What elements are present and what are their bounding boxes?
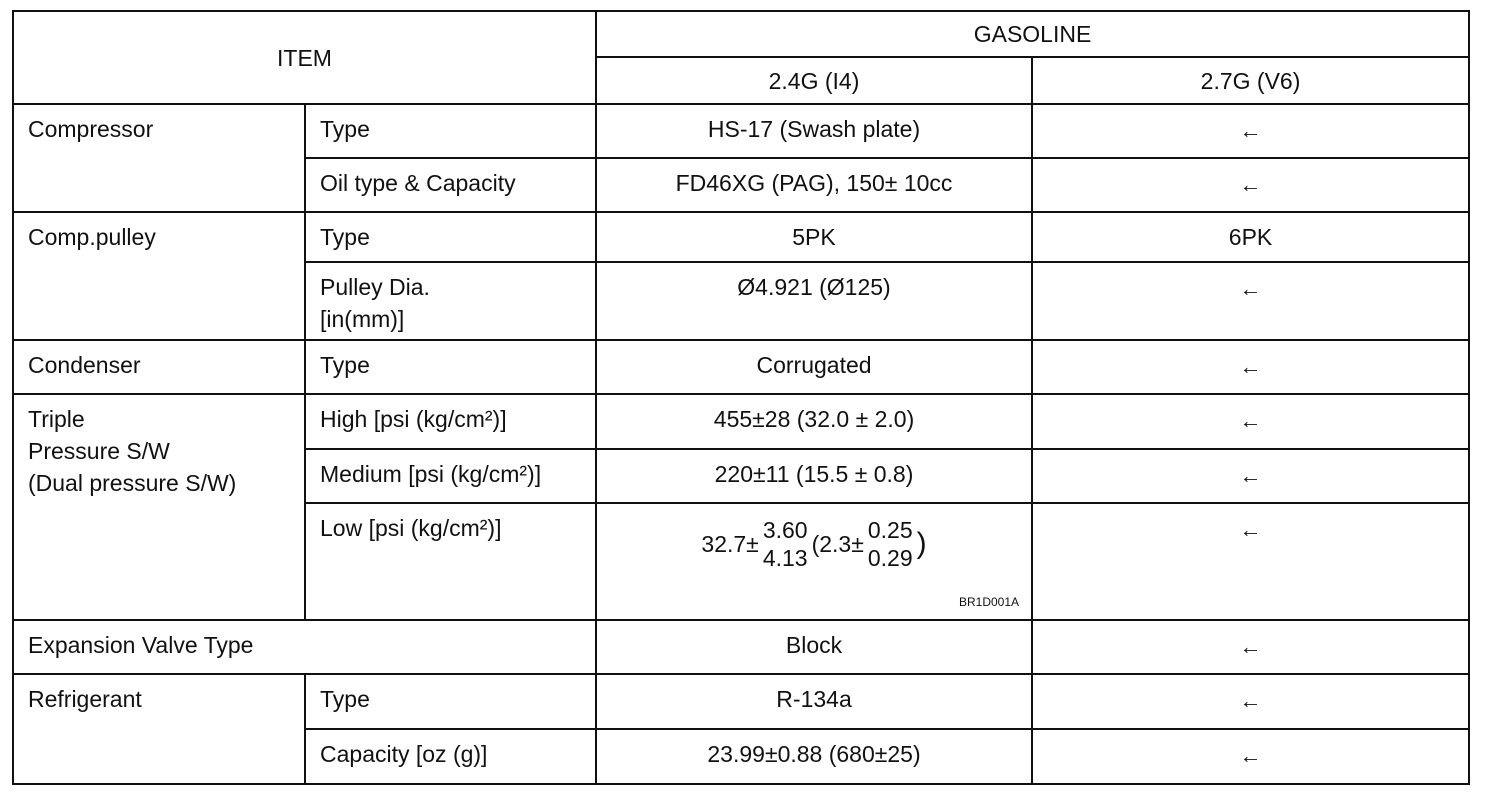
same-as-left-arrow-icon: ← bbox=[1239, 408, 1262, 433]
low-paren-close: ) bbox=[916, 527, 927, 560]
low-base: 32.7± bbox=[701, 531, 759, 557]
low-tolerance-bottom: 4.13 bbox=[762, 545, 808, 571]
header-col-24g: 2.4G (I4) bbox=[596, 57, 1032, 104]
refrigerant-type-label: Type bbox=[305, 674, 596, 729]
pressure-low-label: Low [psi (kg/cm²)] bbox=[305, 503, 596, 620]
header-col-27g: 2.7G (V6) bbox=[1032, 57, 1469, 104]
pressure-switch-label bbox=[13, 394, 305, 620]
condenser-type-24g: Corrugated bbox=[596, 340, 1032, 394]
same-as-left-arrow-icon: ← bbox=[1239, 172, 1262, 197]
pulley-dia-24g: Ø4.921 (Ø125) bbox=[596, 262, 1032, 340]
refrigerant-type-24g: R-134a bbox=[596, 674, 1032, 729]
refrigerant-capacity-24g: 23.99±0.88 (680±25) bbox=[596, 729, 1032, 784]
pulley-dia-label bbox=[305, 262, 596, 340]
pressure-switch-label-line1: Triple bbox=[28, 406, 85, 432]
compressor-label: Compressor bbox=[13, 104, 305, 212]
same-as-left-arrow-icon: ← bbox=[1239, 354, 1262, 379]
pulley-dia-label-line2: [in(mm)] bbox=[320, 306, 405, 332]
pulley-type-27g: 6PK bbox=[1032, 212, 1469, 262]
compressor-type-24g: HS-17 (Swash plate) bbox=[596, 104, 1032, 158]
expansion-valve-label: Expansion Valve Type bbox=[13, 620, 596, 674]
refrigerant-capacity-label: Capacity [oz (g)] bbox=[305, 729, 596, 784]
same-as-left-arrow-icon: ← bbox=[1239, 634, 1262, 659]
pressure-medium-label: Medium [psi (kg/cm²)] bbox=[305, 449, 596, 503]
compressor-oil-24g: FD46XG (PAG), 150± 10cc bbox=[596, 158, 1032, 212]
low-paren-tolerance-bottom: 0.29 bbox=[867, 545, 913, 571]
same-as-left-arrow-icon: ← bbox=[1239, 517, 1262, 542]
compressor-type-label: Type bbox=[305, 104, 596, 158]
condenser-label: Condenser bbox=[13, 340, 305, 394]
ac-spec-table bbox=[12, 10, 1470, 785]
low-paren-base: (2.3± bbox=[811, 531, 864, 557]
figure-code: BR1D001A bbox=[958, 595, 1020, 609]
same-as-left-arrow-icon: ← bbox=[1239, 118, 1262, 143]
same-as-left-arrow-icon: ← bbox=[1239, 463, 1262, 488]
pressure-switch-label-line3: (Dual pressure S/W) bbox=[28, 470, 237, 496]
pressure-medium-24g: 220±11 (15.5 ± 0.8) bbox=[596, 449, 1032, 503]
pressure-low-24g bbox=[596, 503, 1032, 620]
expansion-valve-24g: Block bbox=[596, 620, 1032, 674]
pulley-type-24g: 5PK bbox=[596, 212, 1032, 262]
low-tolerance-top: 3.60 bbox=[762, 517, 808, 543]
header-item: ITEM bbox=[13, 11, 596, 104]
low-paren-tolerance bbox=[868, 516, 913, 572]
pulley-dia-label-line1: Pulley Dia. bbox=[320, 274, 430, 300]
condenser-type-label: Type bbox=[305, 340, 596, 394]
compressor-oil-label: Oil type & Capacity bbox=[305, 158, 596, 212]
pulley-type-label: Type bbox=[305, 212, 596, 262]
pressure-low-formula bbox=[701, 516, 926, 572]
pressure-switch-label-line2: Pressure S/W bbox=[28, 438, 170, 464]
pulley-label: Comp.pulley bbox=[13, 212, 305, 340]
header-gasoline: GASOLINE bbox=[596, 11, 1469, 57]
pressure-high-label: High [psi (kg/cm²)] bbox=[305, 394, 596, 449]
low-paren-tolerance-top: 0.25 bbox=[867, 517, 913, 543]
same-as-left-arrow-icon: ← bbox=[1239, 276, 1262, 301]
refrigerant-label: Refrigerant bbox=[13, 674, 305, 784]
pressure-high-24g: 455±28 (32.0 ± 2.0) bbox=[596, 394, 1032, 449]
same-as-left-arrow-icon: ← bbox=[1239, 688, 1262, 713]
low-tolerance bbox=[763, 516, 808, 572]
same-as-left-arrow-icon: ← bbox=[1239, 743, 1262, 768]
